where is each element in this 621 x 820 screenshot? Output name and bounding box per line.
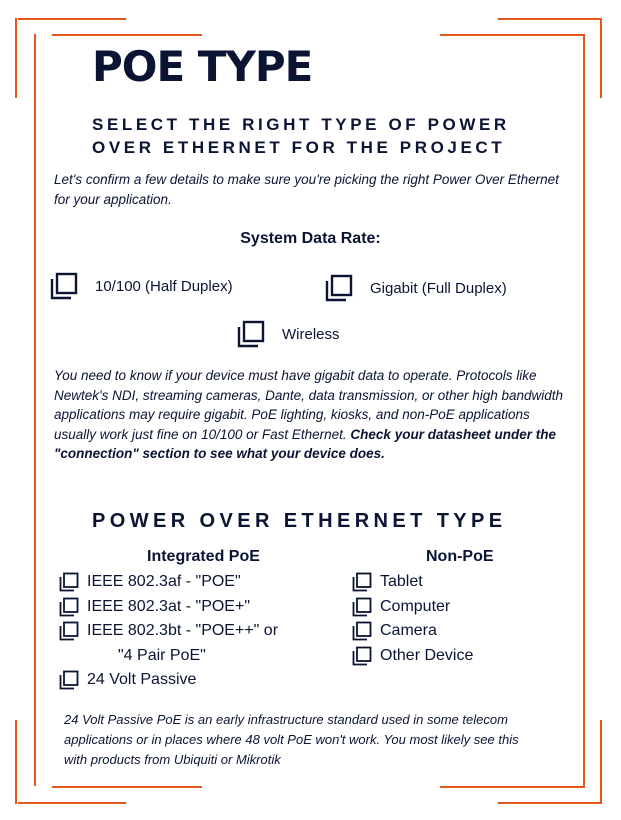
subtitle-line-2: OVER ETHERNET FOR THE PROJECT: [92, 138, 506, 157]
explanation-text: [54, 366, 564, 464]
nonpoe-item-other-label: Other Device: [380, 647, 474, 664]
frame-top-right-horizontal: [498, 18, 602, 20]
checkbox-icon: [325, 274, 353, 302]
checkbox-icon: [352, 621, 372, 641]
checkbox-icon: [59, 670, 79, 690]
option-half-duplex[interactable]: [50, 272, 233, 300]
integrated-item-24v[interactable]: [59, 670, 196, 690]
frame-bottom-line-right: [440, 786, 585, 788]
option-full-duplex-label: Gigabit (Full Duplex): [370, 279, 507, 297]
page-title: POE TYPE: [92, 42, 313, 91]
frame-top-line-left: [52, 34, 202, 36]
frame-bottom-left-vertical: [15, 720, 17, 804]
integrated-item-24v-label: 24 Volt Passive: [87, 671, 197, 688]
option-half-duplex-label: 10/100 (Half Duplex): [95, 277, 233, 295]
checkbox-icon: [59, 597, 79, 617]
integrated-item-bt[interactable]: [59, 621, 278, 641]
integrated-item-af-label: IEEE 802.3af - "POE": [87, 573, 241, 590]
checkbox-icon: [352, 597, 372, 617]
integrated-item-bt-continuation: "4 Pair PoE": [118, 647, 206, 664]
nonpoe-item-camera[interactable]: [352, 621, 437, 641]
frame-bottom-right-horizontal: [498, 802, 602, 804]
intro-text: Let's confirm a few details to make sure you're picking the right Power Over Ethernet for your application.: [54, 172, 559, 207]
checkbox-icon: [59, 572, 79, 592]
page-subtitle: [92, 113, 510, 159]
checkbox-icon: [352, 646, 372, 666]
integrated-item-bt-label: IEEE 802.3bt - "POE++" or: [87, 622, 279, 639]
integrated-item-af[interactable]: [59, 572, 241, 592]
frame-bottom-line-left: [52, 786, 202, 788]
checkbox-icon: [352, 572, 372, 592]
integrated-item-at[interactable]: [59, 597, 250, 617]
frame-top-left-vertical: [15, 18, 17, 98]
explanation-bold-note: Check your datasheet under the "connection" section to see what your device does.: [54, 426, 556, 461]
nonpoe-item-tablet[interactable]: [352, 572, 423, 592]
nonpoe-item-computer-label: Computer: [380, 598, 451, 615]
system-data-rate-label: System Data Rate:: [240, 230, 381, 247]
option-full-duplex[interactable]: [325, 274, 507, 302]
nonpoe-item-camera-label: Camera: [380, 622, 437, 639]
frame-bottom-left-horizontal: [18, 802, 126, 804]
nonpoe-item-tablet-label: Tablet: [380, 573, 423, 590]
frame-top-line-right: [440, 34, 585, 36]
explanation-paragraph: You need to know if your device must have gigabit data to operate. Protocols like Newtek's NDI, streaming cameras, Dante, data transmission, or other high bandwidth applications may require gigabit. PoE lighting, kiosks, and non-PoE applications usually work just fine on 10/100 or Fast Ethernet.: [54, 368, 564, 442]
checkbox-icon: [59, 621, 79, 641]
frame-bottom-right-vertical: [600, 720, 602, 804]
subtitle-line-1: SELECT THE RIGHT TYPE OF POWER: [92, 115, 510, 134]
option-wireless-label: Wireless: [282, 325, 340, 343]
checkbox-icon: [237, 320, 265, 348]
nonpoe-item-computer[interactable]: [352, 597, 450, 617]
checkbox-icon: [50, 272, 78, 300]
integrated-poe-heading: Integrated PoE: [147, 548, 260, 565]
non-poe-heading: Non-PoE: [426, 548, 494, 565]
frame-top-right-vertical: [600, 18, 602, 98]
frame-left-inner-vertical: [34, 100, 36, 786]
nonpoe-item-other[interactable]: [352, 646, 473, 666]
footnote-text: 24 Volt Passive PoE is an early infrastructure standard used in some telecom applications or in places where 48 volt PoE won't work. You most likely see this with products from Ubiquiti or Mikrotik: [64, 712, 519, 767]
integrated-item-at-label: IEEE 802.3at - "POE+": [87, 598, 250, 615]
frame-right-inner-vertical: [583, 34, 585, 786]
frame-top-left-horizontal: [18, 18, 126, 20]
option-wireless[interactable]: [237, 320, 340, 348]
poe-type-title: POWER OVER ETHERNET TYPE: [92, 510, 507, 532]
